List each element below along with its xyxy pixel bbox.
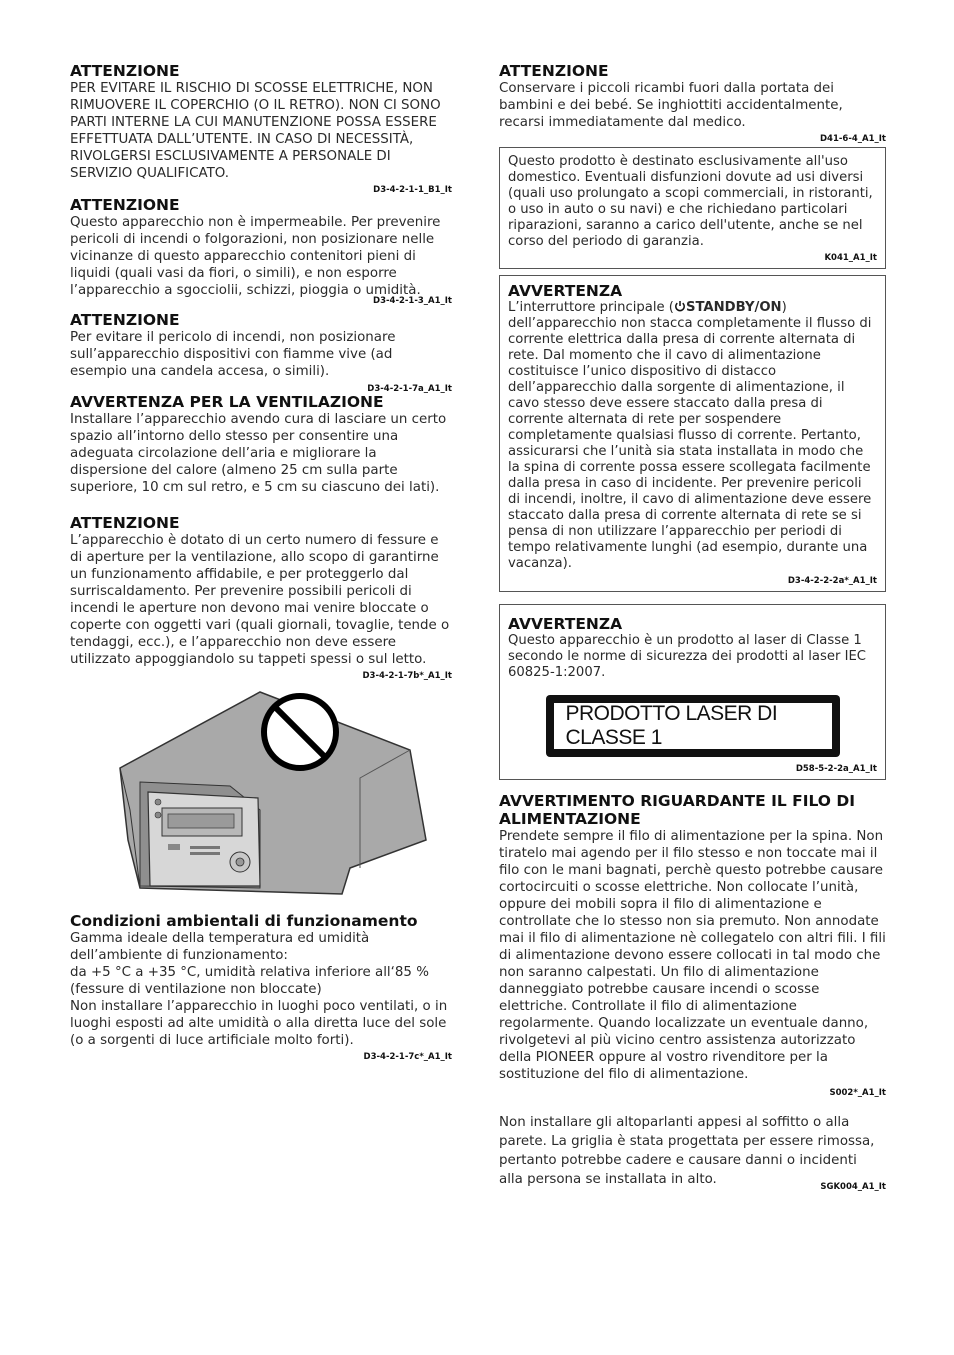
section-title: Condizioni ambientali di funzionamento bbox=[70, 912, 418, 930]
section-text: Installare l’apparecchio avendo cura di lasciare un certo spazio all’intorno dello stesso per consentire una adeguata circolazione dell’aria e migliorare la dispersione del calore (almeno 25 cm sulla parte superiore, 10 cm sul retro, e 5 cm su ciascuno dei lati). bbox=[70, 412, 447, 495]
doc-code: D58-5-2-2a_A1_It bbox=[795, 764, 877, 774]
doc-code: D41-6-4_A1_It bbox=[820, 134, 886, 144]
section-title: ATTENZIONE bbox=[499, 62, 609, 80]
section-text: Gamma ideale della temperatura ed umidità dell’ambiente di funzionamento: bbox=[70, 931, 370, 963]
speaker-mount-notice bbox=[499, 1113, 886, 1192]
doc-code: D3-4-2-1-7b*_A1_It bbox=[362, 671, 452, 681]
laser-notice bbox=[499, 604, 886, 780]
section-title: AVVERTENZA bbox=[508, 615, 623, 633]
doc-code: S002*_A1_It bbox=[829, 1088, 886, 1098]
section-text: Questo apparecchio non è impermeabile. Per prevenire pericoli di incendi o folgorazioni, non posizionare nelle vicinanze di questo apparecchio contenitori pieni di liquidi (quali vasi da fiori, o simili), e non esporre l’apparecchio a sgocciolii, schizzi, pioggia o umidità. bbox=[70, 215, 441, 298]
doc-code: D3-4-2-1-7c*_A1_It bbox=[363, 1052, 452, 1062]
section-title: AVVERTENZA PER LA VENTILAZIONE bbox=[70, 393, 384, 411]
section-text: Prendete sempre il filo di alimentazione per la spina. Non tiratelo mai agendo per il filo stesso e non toccate mai il filo con le mani bagnati, perchè questo potrebbe causare cortocircuiti o scosse elettriche. Non collocate l’unità, oppure dei mobili sopra il filo di alimentazione e controllate che lo stesso non sia premuto. Non annodate mai il filo di alimentazione nè collegatelo con altri fili. I fili di alimentazione devono essere collocati in tal modo che non saranno calpestati. Un filo di alimentazione danneggiato potrebbe causare incendi o scosse elettriche. Controllate il filo di alimentazione regolarmente. Quando localizzate un eventuale danno, rivolgetevi al più vicino centro assistenza autorizzato della PIONEER oppure al vostro rivenditore per la sostituzione del filo di alimentazione. bbox=[499, 829, 886, 1082]
section-title: AVVERTIMENTO RIGUARDANTE IL FILO DI ALIMENTAZIONE bbox=[499, 792, 856, 828]
domestic-use-notice bbox=[499, 147, 886, 269]
section-title: ATTENZIONE bbox=[70, 62, 180, 80]
doc-code: D3-4-2-2-2a*_A1_It bbox=[787, 576, 877, 586]
standby-notice bbox=[499, 275, 886, 592]
section-text: da +5 °C a +35 °C, umidità relativa inferiore all‘85 % (fessure di ventilazione non bloccate) bbox=[70, 965, 429, 997]
warning-water bbox=[70, 196, 452, 307]
warning-small-parts bbox=[499, 62, 886, 145]
section-text: Questo apparecchio è un prodotto al laser di Classe 1 secondo le norme di sicurezza dei prodotti al laser IEC 60825-1:2007. bbox=[508, 633, 867, 680]
doc-code: D3-4-2-1-7a_A1_It bbox=[367, 384, 452, 394]
doc-code: SGK004_A1_It bbox=[820, 1182, 886, 1192]
section-title: AVVERTENZA bbox=[508, 282, 623, 300]
text-pre: L’interruttore principale ( bbox=[508, 300, 674, 315]
section-title: ATTENZIONE bbox=[70, 514, 180, 532]
laser-class-label bbox=[546, 695, 840, 757]
section-text: L’apparecchio è dotato di un certo numero di fessure e di aperture per la ventilazione, allo scopo di garantirne un funzionamento affidabile, e per proteggerlo dal surriscaldamento. Per prevenire possibili pericoli di incendi le aperture non devono mai venire bloccate o coperte con oggetti vari (quali giornali, tovaglie, tende o tendaggi, ecc.), e l’apparecchio non deve essere utilizzato appoggiandolo su tappeti spessi o sul letto. bbox=[70, 533, 450, 667]
right-column bbox=[499, 62, 886, 1192]
section-title: ATTENZIONE bbox=[70, 311, 180, 329]
left-column bbox=[70, 62, 452, 1063]
section-text: PER EVITARE IL RISCHIO DI SCOSSE ELETTRICHE, NON RIMUOVERE IL COPERCHIO (O IL RETRO). NON CI SONO PARTI INTERNE LA CUI MANUTENZIONE POSSA ESSERE EFFETTUATA DALL’UTENTE. IN CASO DI NECESSITÀ, RIVOLGERSI ESCLUSIVAMENTE A PERSONALE DI SERVIZIO QUALIFICATO. bbox=[70, 81, 441, 181]
warning-flame bbox=[70, 311, 452, 395]
section-text: Non installare l’apparecchio in luoghi poco ventilati, o in luoghi esposti ad alte umidità o alla diretta luce del sole (o a sorgenti di luce artificiale molto forti). bbox=[70, 999, 448, 1048]
section-text bbox=[508, 300, 877, 572]
warning-ventilation bbox=[70, 393, 452, 496]
prohibition-sign-icon bbox=[264, 696, 336, 768]
section-text: Non installare gli altoparlanti appesi al soffitto o alla parete. La griglia è stata progettata per essere rimossa, pertanto potrebbe cadere e causare danni o incidenti alla persona se installata in alto. bbox=[499, 1115, 875, 1187]
doc-code: D3-4-2-1-1_B1_It bbox=[373, 185, 452, 195]
text-post: ) dell’apparecchio non stacca completamente il flusso di corrente elettrica dalla presa di corrente alternata di rete. Dal momento che il cavo di alimentazione costituisce l’unico dispositivo di distacco dell’apparecchio dalla sorgente di alimentazione, il cavo stesso deve essere staccato dalla presa di corrente alternata di rete per sospendere completamente qualsiasi flusso di corrente. Pertanto, assicurarsi che l’unità sia stata installata in modo che la spina di corrente possa essere scollegata facilmente dalla presa in caso di incidente. Per prevenire pericoli di incendi, inoltre, il cavo di alimentazione deve essere staccato dalla presa di corrente alternata di rete se si pensa di non utilizzare l’apparecchio per periodi di tempo relativamente lunghi (ad esempio, durante una vacanza). bbox=[508, 300, 872, 571]
laser-class-text: PRODOTTO LASER DI CLASSE 1 bbox=[554, 703, 832, 749]
power-cord-warning bbox=[499, 792, 886, 1099]
warning-shock bbox=[70, 62, 452, 196]
doc-code: K041_A1_It bbox=[824, 253, 877, 263]
operating-environment bbox=[70, 912, 452, 1063]
section-text: Per evitare il pericolo di incendi, non posizionare sull’apparecchio dispositivi con fiamme vive (ad esempio una candela accesa, o simili). bbox=[70, 330, 396, 379]
section-title: ATTENZIONE bbox=[70, 196, 180, 214]
power-standby-icon bbox=[674, 300, 686, 312]
doc-code: D3-4-2-1-3_A1_It bbox=[373, 296, 452, 306]
covered-unit-illustration bbox=[110, 690, 430, 902]
warning-openings bbox=[70, 514, 452, 682]
section-text: Conservare i piccoli ricambi fuori dalla portata dei bambini e dei bebé. Se inghiottiti accidentalmente, recarsi immediatamente dal medico. bbox=[499, 81, 843, 130]
standby-label: STANDBY/ON bbox=[685, 300, 782, 315]
section-text: Questo prodotto è destinato esclusivamente all'uso domestico. Eventuali disfunzioni dovute ad usi diversi (quali uso prolungato a scopi commerciali, in ristoranti, o uso in auto o su navi) e che richiedano particolari riparazioni, saranno a carico dell'utente, anche se nel corso del periodo di garanzia. bbox=[508, 154, 873, 249]
